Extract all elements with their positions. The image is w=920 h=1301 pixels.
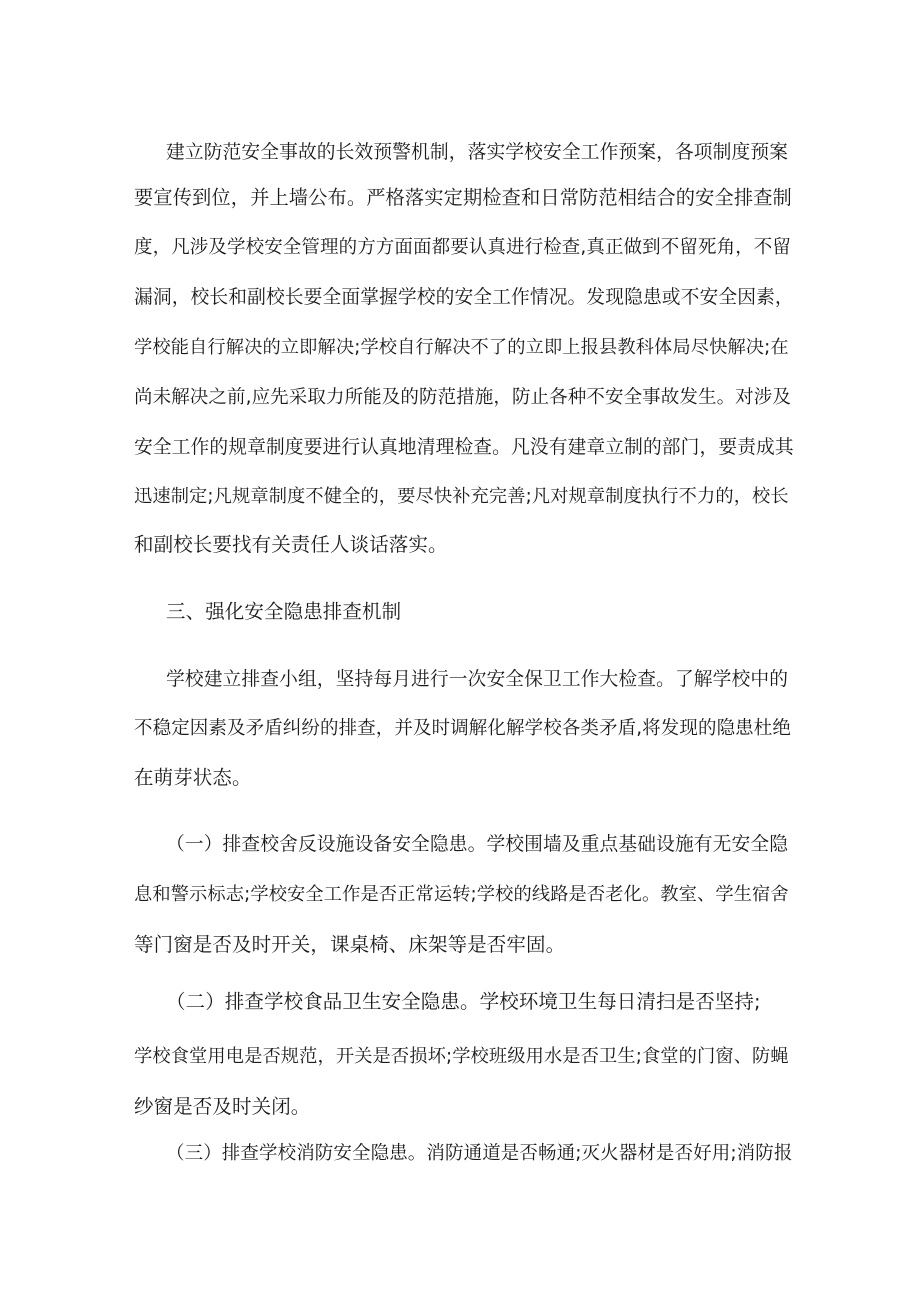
- paragraph-line: 安全工作的规章制度要进行认真地清理检查。凡没有建章立制的部门，要责成其: [134, 437, 794, 458]
- paragraph-line: 等门窗是否及时开关，课桌椅、床架等是否牢固。: [134, 933, 566, 956]
- paragraph-line: 建立防范安全事故的长效预警机制，落实学校安全工作预案，各项制度预案: [166, 142, 789, 163]
- paragraph-line: 漏洞，校长和副校长要全面掌握学校的安全工作情况。发现隐患或不安全因素，: [134, 287, 794, 308]
- paragraph-line: 学校能自行解决的立即解决;学校自行解决不了的立即上报县教科体局尽快解决;在: [134, 337, 789, 358]
- paragraph-line: 要宣传到位，并上墙公布。严格落实定期检查和日常防范相结合的安全排查制: [134, 186, 792, 209]
- paragraph-line: 尚未解决之前,应先采取力所能及的防范措施，防止各种不安全事故发生。对涉及: [134, 387, 791, 408]
- paragraph-line: 息和警示标志;学校安全工作是否正常运转;学校的线路是否老化。教室、学生宿舍: [134, 884, 789, 905]
- paragraph-line: 学校食堂用电是否规范，开关是否损坏;学校班级用水是否卫生;食堂的门窗、防蝇: [134, 1046, 789, 1067]
- section-heading: 三、强化安全隐患排查机制: [166, 600, 402, 623]
- paragraph-line: 度，凡涉及学校安全管理的方方面面都要认真进行检查,真正做到不留死角，不留: [134, 237, 791, 258]
- paragraph-line: 学校建立排查小组，坚持每月进行一次安全保卫工作大检查。了解学校中的: [166, 669, 789, 690]
- paragraph-line: （一）排查校舍反设施设备安全隐患。学校围墙及重点基础设施有无安全隐: [166, 834, 789, 855]
- paragraph-line: 不稳定因素及矛盾纠纷的排查，并及时调解化解学校各类矛盾,将发现的隐患杜绝: [134, 718, 791, 739]
- paragraph-line: （二）排查学校食品卫生安全隐患。学校环境卫生每日清扫是否坚持;: [166, 990, 761, 1013]
- paragraph-line: 在萌芽状态。: [134, 766, 252, 789]
- paragraph-line: 纱窗是否及时关闭。: [134, 1095, 311, 1118]
- paragraph-line: 和副校长要找有关责任人谈话落实。: [134, 533, 448, 556]
- paragraph-line: 迅速制定;凡规章制度不健全的，要尽快补充完善;凡对规章制度执行不力的，校长: [134, 486, 789, 507]
- paragraph-line: （三）排查学校消防安全隐患。消防通道是否畅通;灭火器材是否好用;消防报: [166, 1143, 793, 1164]
